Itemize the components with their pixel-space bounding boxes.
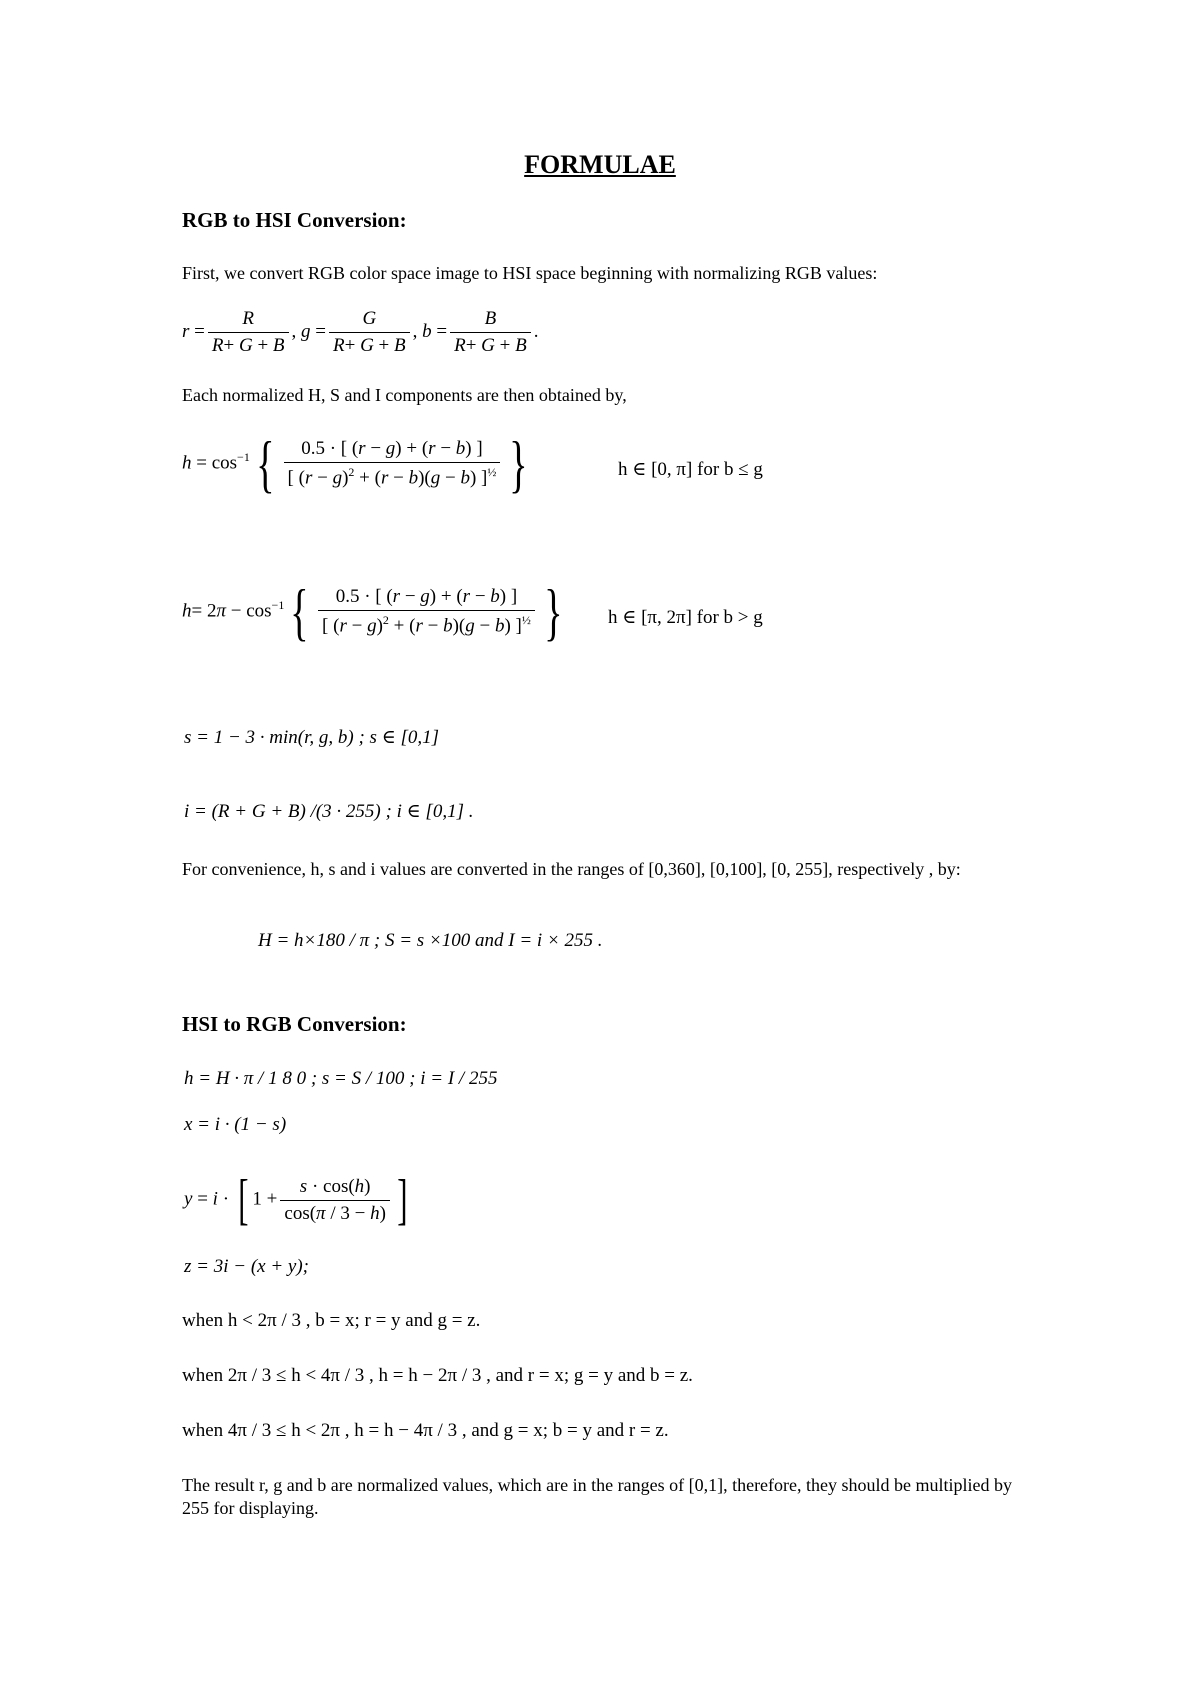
components-text: Each normalized H, S and I components are then obtained by, — [182, 385, 627, 405]
hue-formula-1: $h = \cos^{-1}${ $\frac{0.5 \cdot [ (r - g) + (r - b) ]}{[ (r - g)^2 + (r - b)(g - b) ]^{\frac{1}{2}}}$ } — [182, 428, 528, 499]
intro-paragraph: First, we convert RGB color space image to HSI space beginning with normalizing RGB values: — [182, 263, 878, 283]
convenience-paragraph: For convenience, h, s and i values are converted in the ranges of [0,360], [0,100], [0, 255], respectively , by: — [182, 859, 961, 879]
y-formula: y = i · [ 1 + $\frac{s \cdot \cos(h)}{\cos(\pi / 3 - h)}$ ] — [184, 1169, 408, 1231]
result-paragraph: The result r, g and b are normalized values, which are in the ranges of [0,1], therefore, they should be multiplied by 255 for displaying. — [182, 1475, 1013, 1518]
normalization-formula: r = $\frac{R}{R+ G + B}$ , g = $\frac{G}{R+ G + B}$ , b = $\frac{B}{R+ G + B}$ . — [182, 308, 539, 356]
x-formula: x = i · (1 − s) — [184, 1114, 287, 1135]
intensity-formula: i = (R + G + B) /(3 · 255) ; i ∈ [0,1] . — [184, 801, 474, 822]
case-1: when h < 2π / 3 , b = x; r = y and g = z. — [182, 1310, 481, 1331]
case-3: when 4π / 3 ≤ h < 2π , h = h − 4π / 3 , and g = x; b = y and r = z. — [182, 1420, 669, 1441]
hue-formula-2: $h= 2\pi - \cos^{-1}${ $\frac{0.5 \cdot [ (r - g) + (r - b) ]}{[ (r - g)^2 + (r - b)(g - b) ]^{\frac{1}{2}}}$ } — [182, 576, 563, 647]
page-title: FORMULAE — [524, 150, 676, 179]
z-formula: z = 3i − (x + y); — [184, 1256, 309, 1277]
hsi-inputs-formula: h = H · π / 1 8 0 ; s = S / 100 ; i = I / 255 — [184, 1068, 498, 1089]
hue-range-2: h ∈ [π, 2π] for b > g — [608, 607, 763, 628]
scaling-formula: H = h×180 / π ; S = s ×100 and I = i × 255 . — [258, 930, 603, 951]
case-2: when 2π / 3 ≤ h < 4π / 3 , h = h − 2π / 3 , and r = x; g = y and b = z. — [182, 1365, 693, 1386]
section-heading-rgb-to-hsi: RGB to HSI Conversion: — [182, 208, 407, 232]
hue-range-1: h ∈ [0, π] for b ≤ g — [618, 459, 763, 480]
saturation-formula: s = 1 − 3 · min(r, g, b) ; s ∈ [0,1] — [184, 727, 440, 748]
section-heading-hsi-to-rgb: HSI to RGB Conversion: — [182, 1012, 407, 1036]
